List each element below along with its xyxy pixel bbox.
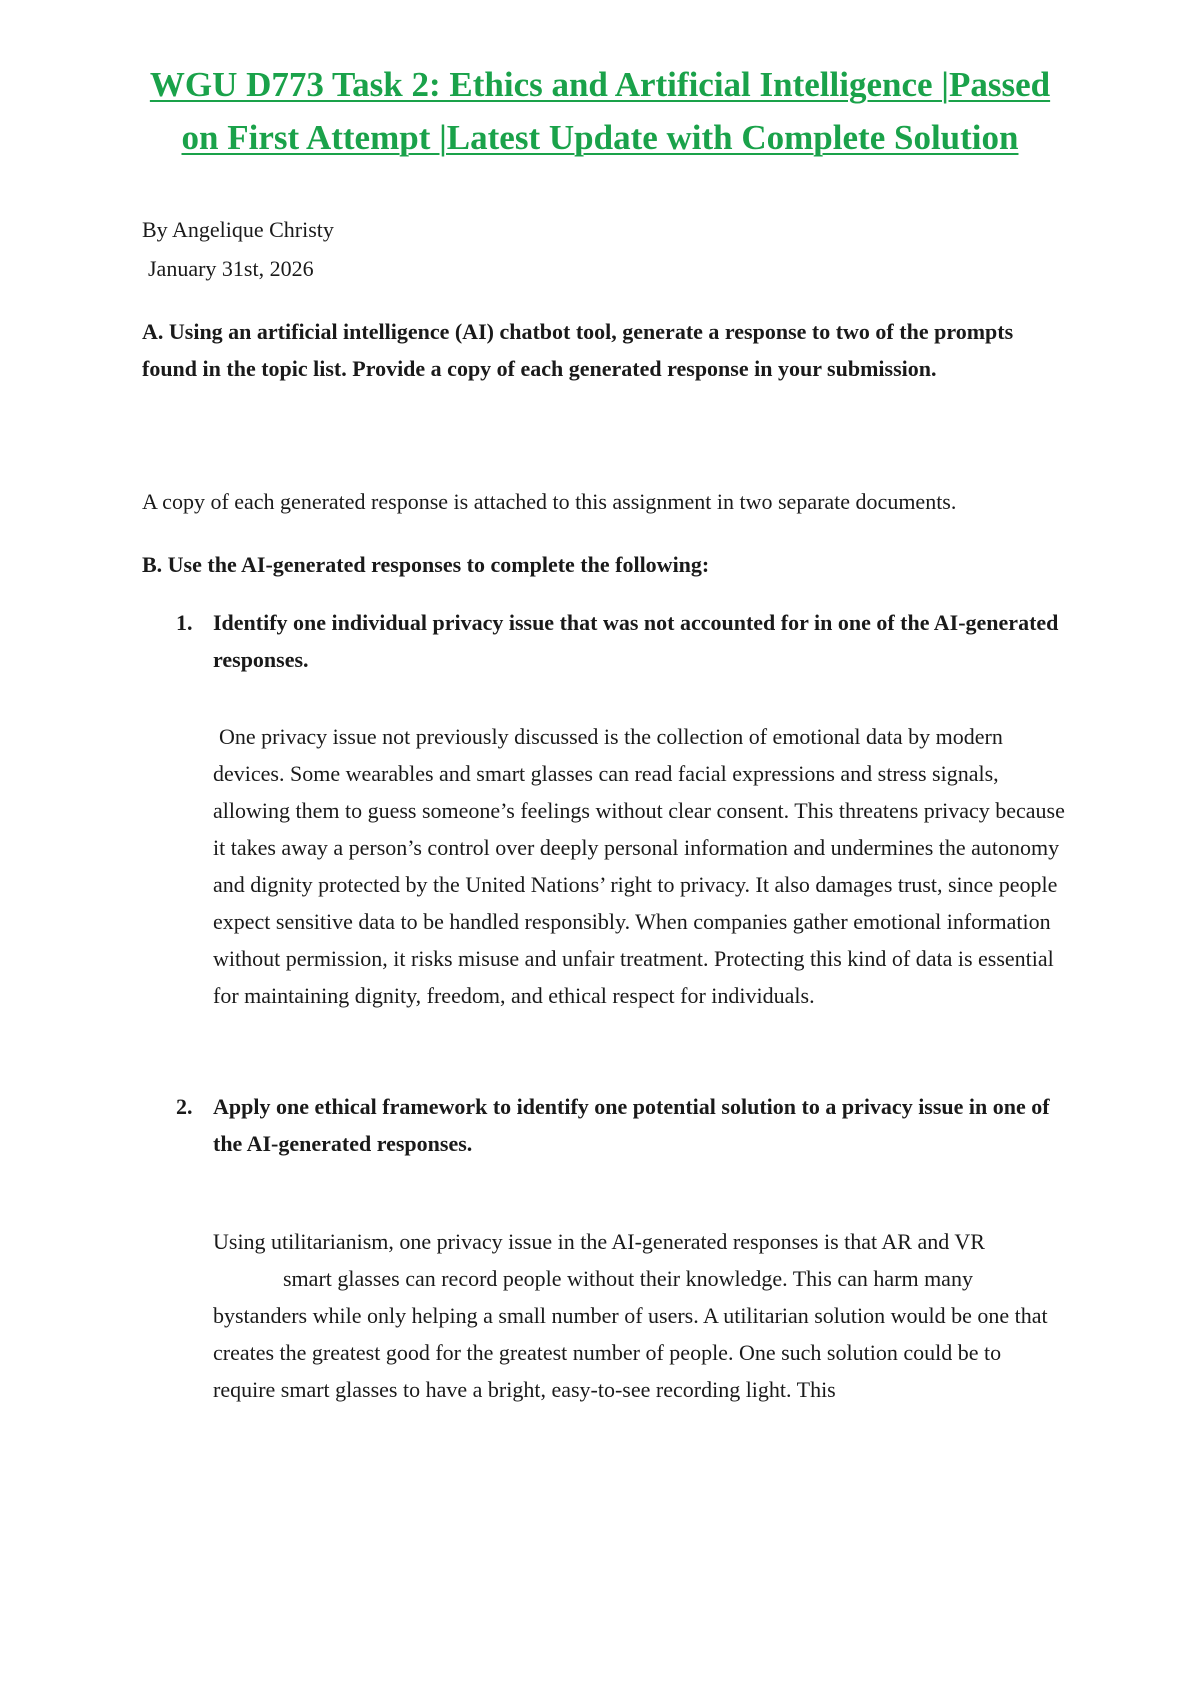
document-title xyxy=(120,58,1080,164)
section-a-heading: A. Using an artificial intelligence (AI) chatbot tool, generate a response to two of the prompts found in the topic list. Provide a copy of each generated response in your submission. xyxy=(142,319,1014,381)
list-item-1-number: 1. xyxy=(176,610,193,635)
list-item-2-question: Apply one ethical framework to identify one potential solution to a privacy issue in one of the AI-generated responses. xyxy=(213,1094,1050,1156)
date-line: January 31st, 2026 xyxy=(148,256,314,281)
title-line-2: on First Attempt |Latest Update with Complete Solution xyxy=(181,118,1019,157)
item-2-answer-rest: smart glasses can record people without their knowledge. This can harm many bystanders while only helping a small number of users. A utilitarian solution would be one that creates the greatest good for the greatest number of people. One such solution could be to require smart glasses to have a bright, easy-to-see recording light. This xyxy=(213,1266,1048,1402)
title-line-1: WGU D773 Task 2: Ethics and Artificial Intelligence |Passed xyxy=(149,65,1051,104)
section-a-answer: A copy of each generated response is attached to this assignment in two separate documents. xyxy=(142,489,957,514)
section-b-heading: B. Use the AI-generated responses to complete the following: xyxy=(142,552,710,577)
list-item-2-number: 2. xyxy=(176,1094,193,1119)
author-line: By Angelique Christy xyxy=(142,217,334,242)
item-2-answer xyxy=(213,1223,1065,1408)
item-2-answer-line-1: Using utilitarianism, one privacy issue in the AI-generated responses is that AR and VR xyxy=(213,1229,985,1254)
item-1-answer: One privacy issue not previously discussed is the collection of emotional data by modern devices. Some wearables and smart glasses can read facial expressions and stress signals, allowing them to guess someone’s feelings without clear consent. This threatens privacy because it takes away a person’s control over deeply personal information and undermines the autonomy and dignity protected by the United Nations’ right to privacy. It also damages trust, since people expect sensitive data to be handled responsibly. When companies gather emotional information without permission, it risks misuse and unfair treatment. Protecting this kind of data is essential for maintaining dignity, freedom, and ethical respect for individuals. xyxy=(213,724,1065,1008)
list-item-1-question: Identify one individual privacy issue that was not accounted for in one of the AI-generated responses. xyxy=(213,610,1059,672)
